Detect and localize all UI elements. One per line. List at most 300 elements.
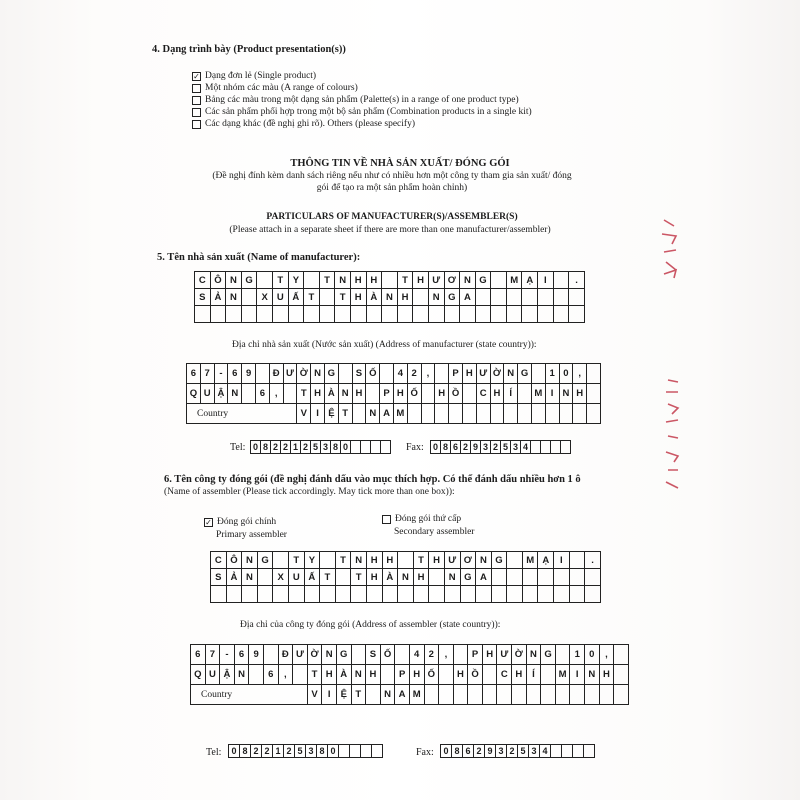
country-cell: T (338, 404, 352, 424)
manufacturer-tel-boxes (250, 440, 391, 454)
grid-cell (255, 364, 269, 384)
grid-cell: T (397, 272, 413, 289)
grid-cell (319, 306, 335, 323)
grid-cell (538, 586, 554, 603)
grid-cell (195, 306, 211, 323)
manufacturer-fax-boxes (430, 440, 571, 454)
grid-cell (506, 289, 522, 306)
grid-cell (541, 665, 556, 685)
presentation-option[interactable] (192, 106, 532, 118)
grid-cell: Ậ (214, 384, 228, 404)
grid-cell (293, 665, 308, 685)
grid-cell (429, 586, 445, 603)
option-checkbox[interactable]: ✓ (193, 71, 200, 81)
grid-cell: U (288, 569, 304, 586)
country-cell (439, 685, 454, 705)
phone-digit-box (573, 745, 584, 758)
grid-cell (569, 306, 585, 323)
info-note-vi-1: (Đề nghị đính kèm danh sách riêng nếu như có nhiều hơn một công ty tham gia sản xuất/ đóng (212, 171, 572, 181)
country-cell (518, 404, 532, 424)
info-note-vi-2: gói để tạo ra một sản phẩm hoàn chỉnh) (316, 183, 468, 193)
country-cell: I (311, 404, 325, 424)
grid-cell: N (335, 272, 351, 289)
grid-cell (335, 569, 351, 586)
grid-cell (585, 586, 601, 603)
grid-row (195, 272, 585, 289)
grid-cell: N (338, 384, 352, 404)
secondary-assembler-option[interactable] (382, 513, 461, 525)
primary-assembler-option[interactable] (204, 516, 276, 528)
country-cell (462, 404, 476, 424)
grid-cell (462, 384, 476, 404)
grid-cell (335, 306, 351, 323)
grid-cell: 6 (263, 665, 278, 685)
presentation-options (192, 70, 532, 130)
grid-cell: Ả (226, 569, 242, 586)
section6-title-line2: (Name of assembler (Please tick accordingly. May tick more than one box)): (164, 487, 455, 497)
option-label: Các sản phẩm phối hợp trong một bộ sản phẩm (Combination products in a single kit) (205, 107, 532, 117)
grid-cell: H (350, 289, 366, 306)
grid-cell (288, 586, 304, 603)
info-note-en: (Please attach in a separate sheet if there are more than one manufacturer/assembler) (229, 225, 551, 235)
grid-cell (555, 645, 570, 665)
grid-cell: Ô (210, 272, 226, 289)
grid-cell: G (518, 364, 532, 384)
grid-cell: Ậ (220, 665, 235, 685)
manufacturer-tel-label: Tel: (230, 442, 246, 453)
grid-cell: I (570, 665, 585, 685)
phone-digit-box: 8 (331, 441, 341, 454)
grid-cell (507, 586, 523, 603)
grid-cell: P (380, 384, 394, 404)
phone-digit-box: 4 (540, 745, 551, 758)
option-checkbox[interactable] (192, 108, 201, 117)
phone-digit-box: 6 (463, 745, 474, 758)
option-label: Dạng đơn lẻ (Single product) (205, 71, 317, 81)
primary-label-en: Primary assembler (216, 530, 287, 540)
country-cell (504, 404, 518, 424)
grid-cell (241, 289, 257, 306)
grid-cell: , (278, 665, 293, 685)
grid-cell: . (585, 552, 601, 569)
grid-cell: I (538, 272, 554, 289)
grid-cell: H (512, 665, 527, 685)
country-cell: A (380, 404, 394, 424)
grid-row (195, 306, 585, 323)
grid-cell: G (475, 272, 491, 289)
grid-cell: G (324, 364, 338, 384)
grid-cell (338, 364, 352, 384)
grid-cell: T (335, 289, 351, 306)
primary-checkbox[interactable]: ✓ (205, 517, 212, 527)
grid-cell (453, 645, 468, 665)
grid-cell (382, 306, 398, 323)
grid-cell (398, 586, 414, 603)
grid-cell (211, 586, 227, 603)
grid-cell: T (320, 569, 336, 586)
grid-cell: Ư (497, 645, 512, 665)
country-cell (585, 685, 600, 705)
phone-digit-box (551, 745, 562, 758)
grid-cell (460, 586, 476, 603)
country-label: Country (191, 685, 308, 705)
red-margin-marks (650, 200, 700, 500)
grid-cell: N (228, 384, 242, 404)
country-cell (352, 404, 366, 424)
option-label: Các dạng khác (đề nghị ghi rõ). Others (please specify) (205, 119, 415, 129)
grid-cell (476, 586, 492, 603)
section6-title-line1: 6. Tên công ty đóng gói (đề nghị đánh dấu vào mục thích hợp. Có thể đánh dấu nhiều hơn 1 ô (164, 474, 581, 485)
country-cell (476, 404, 490, 424)
grid-cell: Ố (366, 364, 380, 384)
country-cell (526, 685, 541, 705)
country-cell: T (351, 685, 366, 705)
phone-digit-box: 8 (441, 441, 451, 454)
grid-cell: S (352, 364, 366, 384)
grid-cell (491, 306, 507, 323)
phone-digit-box: 4 (521, 441, 531, 454)
grid-cell: N (382, 289, 398, 306)
grid-cell (553, 289, 569, 306)
grid-cell: À (324, 384, 338, 404)
grid-cell (395, 645, 410, 665)
grid-cell: T (351, 569, 367, 586)
grid-cell (413, 289, 429, 306)
phone-digit-box: 2 (284, 745, 295, 758)
grid-cell: T (304, 289, 320, 306)
grid-cell (257, 272, 273, 289)
phone-digit-box: 8 (317, 745, 328, 758)
grid-cell: Ơ (444, 272, 460, 289)
grid-cell: T (272, 272, 288, 289)
grid-cell: N (526, 645, 541, 665)
option-checkbox[interactable] (192, 120, 201, 129)
grid-cell (319, 289, 335, 306)
country-cell (599, 685, 614, 705)
grid-cell: 6 (187, 364, 201, 384)
assembler-address-label: Địa chỉ của công ty đóng gói (Address of assembler (state country)): (240, 620, 501, 630)
grid-cell: 6 (234, 645, 249, 665)
grid-cell (304, 586, 320, 603)
phone-digit-box: 2 (251, 745, 262, 758)
secondary-label-en: Secondary assembler (394, 527, 475, 537)
grid-cell (569, 586, 585, 603)
phone-digit-box (350, 745, 361, 758)
grid-cell (398, 552, 414, 569)
phone-digit-box (531, 441, 541, 454)
grid-cell: H (462, 364, 476, 384)
info-title-vi: THÔNG TIN VỀ NHÀ SẢN XUẤT/ ĐÓNG GÓI (290, 158, 510, 169)
grid-cell: 0 (559, 364, 573, 384)
grid-cell (242, 384, 256, 404)
grid-cell (531, 364, 545, 384)
grid-cell (554, 569, 570, 586)
country-cell (421, 404, 435, 424)
grid-cell: N (351, 665, 366, 685)
grid-cell (491, 569, 507, 586)
country-cell: V (297, 404, 311, 424)
country-row (191, 685, 629, 705)
grid-cell (587, 384, 601, 404)
grid-cell: H (397, 289, 413, 306)
grid-cell: H (366, 665, 381, 685)
phone-digit-box: 0 (229, 745, 240, 758)
primary-label-vi: Đóng gói chính (217, 517, 277, 527)
grid-cell: C (476, 384, 490, 404)
grid-cell (226, 306, 242, 323)
grid-cell: Ả (210, 289, 226, 306)
phone-digit-box: 9 (485, 745, 496, 758)
grid-cell: T (335, 552, 351, 569)
grid-cell (538, 569, 554, 586)
grid-cell: H (599, 665, 614, 685)
phone-digit-box: 3 (481, 441, 491, 454)
country-cell (545, 404, 559, 424)
grid-cell: N (242, 552, 258, 569)
grid-cell (538, 289, 554, 306)
grid-cell: G (541, 645, 556, 665)
phone-digit-box: 3 (496, 745, 507, 758)
grid-cell: Q (187, 384, 201, 404)
grid-cell: À (336, 665, 351, 685)
grid-cell (522, 306, 538, 323)
grid-cell (257, 306, 273, 323)
grid-cell (491, 586, 507, 603)
phone-digit-box: 0 (251, 441, 261, 454)
phone-digit-box: 6 (451, 441, 461, 454)
phone-digit-box: 0 (431, 441, 441, 454)
grid-cell: Ờ (512, 645, 527, 665)
grid-cell (507, 569, 523, 586)
grid-cell: 6 (228, 364, 242, 384)
grid-cell (491, 272, 507, 289)
phone-digit-box (584, 745, 595, 758)
country-cell: N (380, 685, 395, 705)
phone-digit-box (562, 745, 573, 758)
grid-cell (413, 586, 429, 603)
phone-digit-box: 0 (441, 745, 452, 758)
country-cell (512, 685, 527, 705)
grid-cell: 2 (407, 364, 421, 384)
grid-cell (475, 306, 491, 323)
section5-title: 5. Tên nhà sản xuất (Name of manufacturer): (157, 252, 361, 263)
grid-cell (460, 306, 476, 323)
country-cell (366, 685, 381, 705)
grid-cell (585, 569, 601, 586)
grid-cell (257, 586, 273, 603)
grid-cell (380, 364, 394, 384)
country-cell: M (393, 404, 407, 424)
grid-cell (491, 289, 507, 306)
grid-cell: A (460, 289, 476, 306)
phone-digit-box (372, 745, 383, 758)
grid-cell: T (413, 552, 429, 569)
grid-cell: T (297, 384, 311, 404)
assembler-address-grid (190, 644, 629, 705)
grid-cell: H (366, 569, 382, 586)
grid-cell (435, 364, 449, 384)
grid-cell: G (241, 272, 257, 289)
grid-cell: Ô (226, 552, 242, 569)
phone-digit-box: 8 (261, 441, 271, 454)
grid-cell: C (195, 272, 211, 289)
grid-cell: Ư (476, 364, 490, 384)
grid-cell: Ồ (468, 665, 483, 685)
grid-cell (507, 552, 523, 569)
grid-cell: Í (526, 665, 541, 685)
grid-cell: Đ (278, 645, 293, 665)
grid-cell: T (307, 665, 322, 685)
grid-cell (518, 384, 532, 404)
secondary-checkbox[interactable] (382, 515, 391, 524)
grid-cell: Đ (269, 364, 283, 384)
grid-cell: Y (304, 552, 320, 569)
grid-cell: G (491, 552, 507, 569)
grid-cell: M (522, 552, 538, 569)
grid-cell: , (269, 384, 283, 404)
grid-cell (506, 306, 522, 323)
grid-cell: H (366, 552, 382, 569)
grid-cell: N (351, 552, 367, 569)
grid-cell (366, 586, 382, 603)
grid-cell: 2 (424, 645, 439, 665)
country-cell (614, 685, 629, 705)
grid-cell: N (226, 289, 242, 306)
phone-digit-box: 5 (518, 745, 529, 758)
grid-cell (380, 665, 395, 685)
country-cell: I (322, 685, 337, 705)
grid-cell: 9 (249, 645, 264, 665)
phone-digit-box: 3 (306, 745, 317, 758)
presentation-option[interactable] (192, 94, 532, 106)
secondary-label-vi: Đóng gói thứ cấp (395, 514, 462, 524)
grid-cell: N (559, 384, 573, 404)
grid-cell: N (242, 569, 258, 586)
grid-cell (320, 552, 336, 569)
grid-cell (553, 272, 569, 289)
country-cell (424, 685, 439, 705)
grid-cell: 6 (191, 645, 206, 665)
grid-cell: , (599, 645, 614, 665)
grid-cell: N (444, 569, 460, 586)
grid-cell: Ư (293, 645, 308, 665)
phone-digit-box (361, 745, 372, 758)
grid-cell: M (531, 384, 545, 404)
grid-cell: G (444, 289, 460, 306)
grid-cell: , (573, 364, 587, 384)
grid-cell (273, 586, 289, 603)
grid-cell (382, 586, 398, 603)
grid-cell: P (395, 665, 410, 685)
grid-cell: N (585, 665, 600, 685)
grid-cell: , (421, 364, 435, 384)
grid-cell (569, 289, 585, 306)
country-label: Country (187, 404, 297, 424)
grid-cell (304, 306, 320, 323)
grid-cell (614, 645, 629, 665)
grid-cell: G (460, 569, 476, 586)
grid-cell: Ơ (460, 552, 476, 569)
grid-cell: H (482, 645, 497, 665)
grid-row (191, 645, 629, 665)
grid-cell: T (319, 272, 335, 289)
grid-cell: Ờ (307, 645, 322, 665)
grid-cell: H (435, 384, 449, 404)
grid-cell (522, 569, 538, 586)
grid-cell (226, 586, 242, 603)
phone-digit-box (551, 441, 561, 454)
grid-cell: C (497, 665, 512, 685)
grid-cell: Ạ (538, 552, 554, 569)
phone-digit-box: 1 (273, 745, 284, 758)
country-cell: N (366, 404, 380, 424)
country-row (187, 404, 601, 424)
grid-cell: H (311, 384, 325, 404)
country-cell: Ệ (324, 404, 338, 424)
manufacturer-fax-label: Fax: (406, 442, 424, 453)
grid-cell: Ấ (288, 289, 304, 306)
grid-cell: - (220, 645, 235, 665)
grid-cell: Ố (407, 384, 421, 404)
grid-cell (283, 384, 297, 404)
phone-digit-box: 5 (501, 441, 511, 454)
grid-cell: U (205, 665, 220, 685)
phone-digit-box (561, 441, 571, 454)
presentation-option[interactable] (192, 70, 532, 82)
grid-cell: Q (191, 665, 206, 685)
presentation-option[interactable] (192, 82, 532, 94)
assembler-name-grid (210, 551, 601, 603)
grid-cell: Ấ (304, 569, 320, 586)
grid-cell (587, 364, 601, 384)
grid-row (211, 586, 601, 603)
grid-cell: H (382, 552, 398, 569)
grid-cell: H (413, 569, 429, 586)
grid-cell: U (200, 384, 214, 404)
presentation-option[interactable] (192, 118, 532, 130)
phone-digit-box: 2 (461, 441, 471, 454)
grid-cell: Y (288, 272, 304, 289)
grid-cell: N (322, 645, 337, 665)
country-cell (570, 685, 585, 705)
grid-cell: S (195, 289, 211, 306)
grid-cell (397, 306, 413, 323)
country-cell (449, 404, 463, 424)
grid-cell: G (257, 552, 273, 569)
grid-cell: H (429, 552, 445, 569)
phone-digit-box: 2 (262, 745, 273, 758)
option-checkbox[interactable] (192, 84, 201, 93)
phone-digit-box: 3 (511, 441, 521, 454)
country-cell: Ệ (336, 685, 351, 705)
grid-cell: X (257, 289, 273, 306)
grid-cell: P (449, 364, 463, 384)
grid-cell: Ư (428, 272, 444, 289)
grid-cell: - (214, 364, 228, 384)
manufacturer-address-label: Địa chỉ nhà sản xuất (Nước sản xuất) (Address of manufacturer (state country)): (232, 340, 537, 350)
country-cell (587, 404, 601, 424)
grid-row (187, 364, 601, 384)
phone-digit-box: 0 (341, 441, 351, 454)
section4-title: 4. Dạng trình bày (Product presentation(s)) (152, 44, 346, 55)
country-cell (531, 404, 545, 424)
phone-digit-box: 2 (491, 441, 501, 454)
option-checkbox[interactable] (192, 96, 201, 105)
grid-cell (249, 665, 264, 685)
grid-cell: N (226, 272, 242, 289)
country-cell (435, 404, 449, 424)
country-cell (490, 404, 504, 424)
